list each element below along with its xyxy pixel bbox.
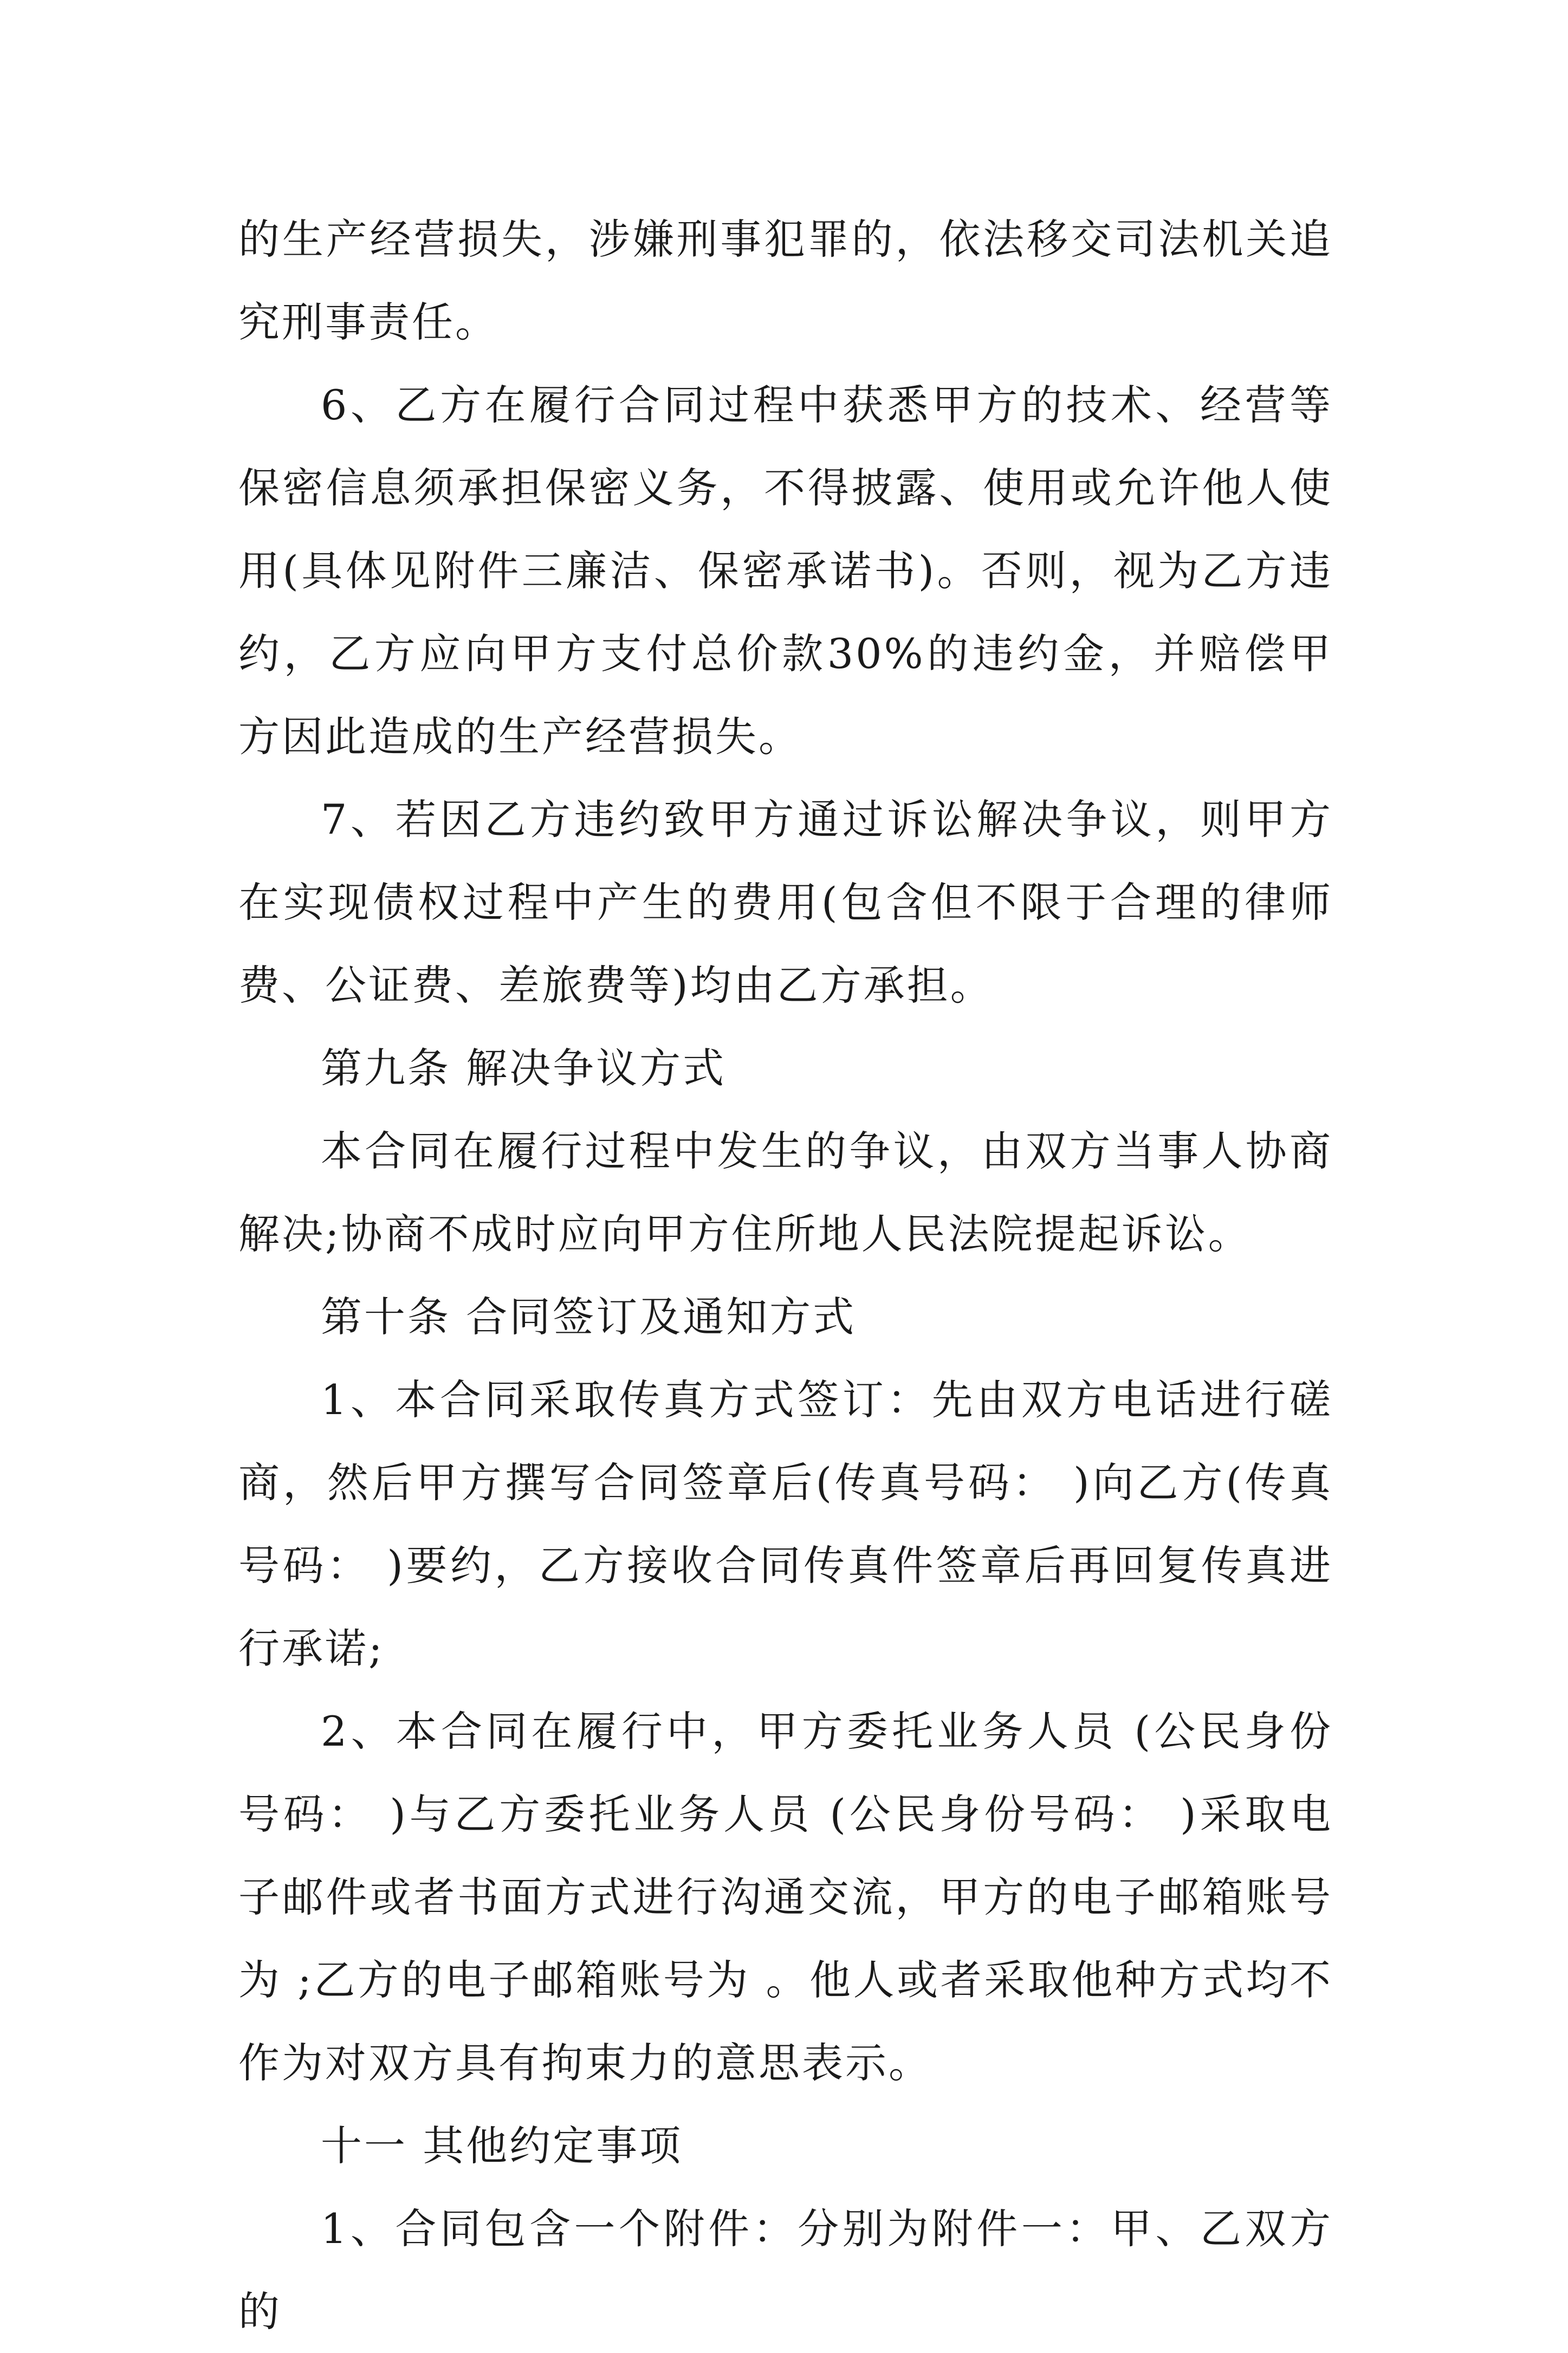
- paragraph-attachments: 1、合同包含一个附件：分别为附件一：甲、乙双方的: [238, 2205, 1333, 2336]
- paragraph-clause-6-confidentiality: 6、乙方在履行合同过程中获悉甲方的技术、经营等保密信息须承担保密义务，不得披露、使用或允许他人使用(具体见附件三廉洁、保密承诺书)。否则，视为乙方违约，乙方应向甲方支付总价款30%的违约金，并赔偿甲方因此造成的生产经营损失。: [238, 381, 1333, 761]
- section-heading-article-9: 第九条 解决争议方式: [321, 1044, 727, 1092]
- paragraph-clause-7-litigation-costs: 7、若因乙方违约致甲方通过诉讼解决争议，则甲方在实现债权过程中产生的费用(包含但不限于合理的律师费、公证费、差旅费等)均由乙方承担。: [238, 795, 1333, 1009]
- paragraph-fax-signing: 1、本合同采取传真方式签订：先由双方电话进行磋商，然后甲方撰写合同签章后(传真号码： )向乙方(传真号码： )要约，乙方接收合同传真件签章后再回复传真进行承诺;: [238, 1376, 1333, 1673]
- document-body: [238, 198, 1333, 2353]
- paragraph-liability-continuation: 的生产经营损失，涉嫌刑事犯罪的，依法移交司法机关追究刑事责任。: [238, 215, 1333, 346]
- section-heading-article-11: 十一 其他约定事项: [321, 2122, 683, 2170]
- section-heading-article-10: 第十条 合同签订及通知方式: [321, 1293, 857, 1341]
- paragraph-dispute-resolution: 本合同在履行过程中发生的争议，由双方当事人协商解决;协商不成时应向甲方住所地人民法院提起诉讼。: [238, 1127, 1333, 1258]
- paragraph-communication-method: 2、本合同在履行中，甲方委托业务人员 (公民身份号码： )与乙方委托业务人员 (公民身份号码： )采取电子邮件或者书面方式进行沟通交流，甲方的电子邮箱账号为 ;乙方的电子邮箱账号为 。他人或者采取他种方式均不作为对双方具有拘束力的意思表示。: [238, 1707, 1333, 2087]
